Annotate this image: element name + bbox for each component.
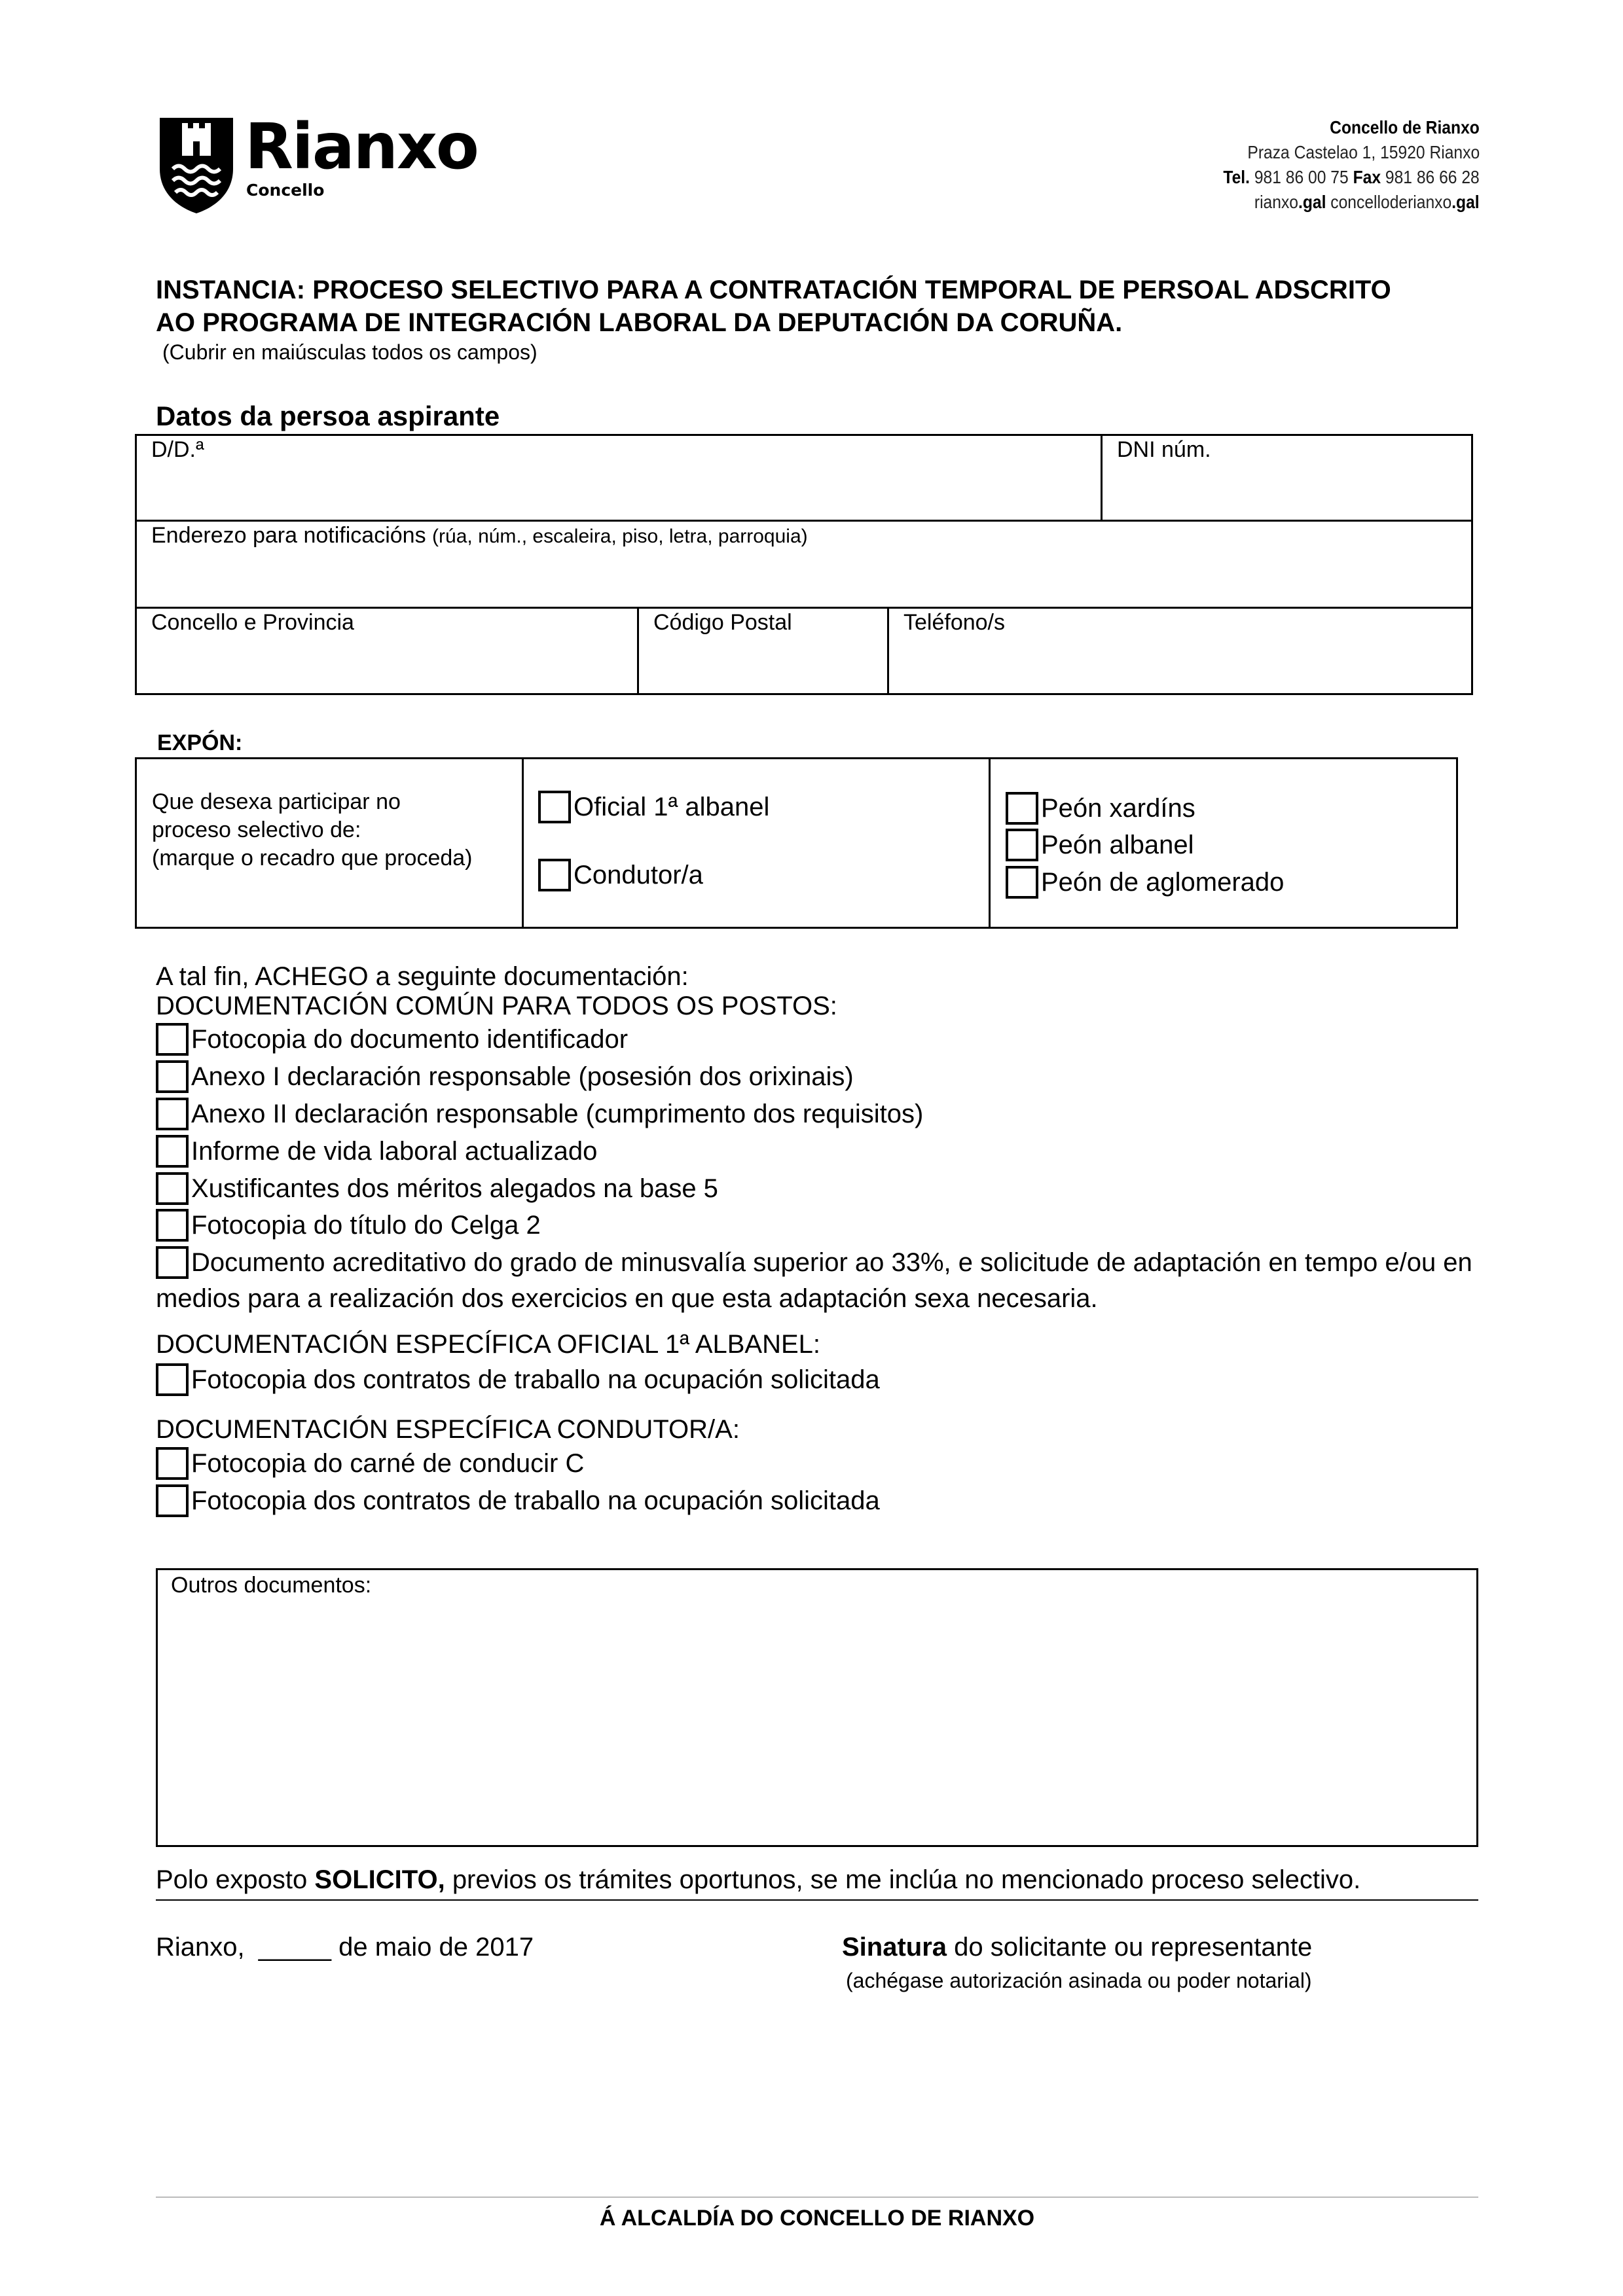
option-peon-xardins[interactable] — [1006, 792, 1195, 825]
option-peon-aglomerado[interactable] — [1006, 866, 1284, 899]
org-phones — [1224, 165, 1480, 190]
form-title-line1: INSTANCIA: PROCESO SELECTIVO PARA A CONTRATACIÓN TEMPORAL DE PERSOAL ADSCRITO — [156, 276, 1391, 304]
tel-label: Tel. — [1223, 167, 1250, 187]
address-label-wrap — [151, 523, 808, 548]
applicant-section-title: Datos da persoa aspirante — [156, 401, 500, 431]
doc-item-label: Xustificantes dos méritos alegados na base 5 — [191, 1174, 718, 1203]
doc-item-carne[interactable] — [156, 1447, 584, 1480]
expon-desc-line3: (marque o recadro que proceda) — [152, 846, 473, 870]
doc-item-label: Anexo II declaración responsable (cumprimento dos requisitos) — [191, 1099, 924, 1128]
footer-divider — [156, 2197, 1478, 2198]
checkbox[interactable] — [156, 1098, 189, 1130]
checkbox[interactable] — [156, 1484, 189, 1517]
web1-suffix: .gal — [1298, 192, 1326, 212]
solicito-rest: previos os trámites oportunos, se me inclúa no mencionado proceso selectivo. — [452, 1865, 1361, 1894]
signature-rest: do solicitante ou representante — [954, 1933, 1313, 1962]
postal-code-label: Código Postal — [653, 610, 792, 635]
doc-item-label: Fotocopia do título do Celga 2 — [191, 1210, 541, 1240]
org-web — [1254, 190, 1480, 215]
municipality-label: Concello e Provincia — [151, 610, 354, 635]
option-condutor[interactable] — [538, 859, 703, 891]
signature-place: Rianxo, — [156, 1933, 245, 1962]
doc-item-condutor-contratos[interactable] — [156, 1484, 880, 1517]
doc-item-oficial-contratos[interactable] — [156, 1363, 880, 1396]
docs-condutor-title: DOCUMENTACIÓN ESPECÍFICA CONDUTOR/A: — [156, 1415, 740, 1444]
phone-label: Teléfono/s — [903, 610, 1005, 635]
option-label: Peón xardíns — [1041, 793, 1195, 823]
doc-item-anexo-1[interactable] — [156, 1060, 854, 1093]
address-label: Enderezo para notificacións — [151, 523, 426, 548]
other-documents-label: Outros documentos: — [171, 1573, 372, 1598]
solicito-bold: SOLICITO, — [314, 1865, 445, 1894]
doc-item-label: Documento acreditativo do grado de minusvalía superior ao 33%, e solicitude de adaptación en tempo e/ou en — [191, 1247, 1472, 1277]
web2-prefix: concelloderianxo — [1330, 192, 1452, 212]
logo — [156, 110, 509, 217]
checkbox[interactable] — [156, 1172, 189, 1205]
expon-description — [152, 788, 473, 872]
checkbox[interactable] — [156, 1447, 189, 1480]
phone-field[interactable] — [889, 609, 1472, 694]
checkbox[interactable] — [156, 1023, 189, 1056]
municipality-field[interactable] — [137, 609, 636, 694]
solicito-prefix: Polo exposto — [156, 1865, 308, 1894]
doc-item-label: Fotocopia do carné de conducir C — [191, 1448, 585, 1478]
doc-item-label: Informe de vida laboral actualizado — [191, 1136, 598, 1166]
expon-col-divider-2 — [989, 757, 991, 929]
logo-subtitle: Concello — [246, 181, 325, 200]
checkbox[interactable] — [156, 1209, 189, 1242]
solicito-underline — [156, 1899, 1478, 1901]
checkbox[interactable] — [156, 1060, 189, 1093]
doc-item-id[interactable] — [156, 1023, 628, 1056]
doc-item-minusvalia-cont: medios para a realización dos exercicios en que esta adaptación sexa necesaria. — [156, 1284, 1098, 1313]
footer-addressee: Á ALCALDÍA DO CONCELLO DE RIANXO — [599, 2206, 1035, 2231]
checkbox[interactable] — [538, 859, 571, 891]
form-title-note: (Cubrir en maiúsculas todos os campos) — [162, 340, 538, 364]
checkbox[interactable] — [538, 791, 571, 823]
option-label: Oficial 1ª albanel — [574, 792, 770, 821]
logo-name: Rianxo — [245, 110, 478, 183]
docs-oficial-title: DOCUMENTACIÓN ESPECÍFICA OFICIAL 1ª ALBANEL: — [156, 1330, 821, 1359]
checkbox[interactable] — [156, 1246, 189, 1279]
fax-label: Fax — [1353, 167, 1381, 187]
solicito-statement — [156, 1865, 1360, 1895]
signature-day-blank[interactable]: _____ — [258, 1933, 331, 1962]
form-title-line2: AO PROGRAMA DE INTEGRACIÓN LABORAL DA DEPUTACIÓN DA CORUÑA. — [156, 308, 1123, 337]
option-peon-albanel[interactable] — [1006, 829, 1194, 861]
expon-col-divider-1 — [522, 757, 524, 929]
fax-value: 981 86 66 28 — [1385, 167, 1480, 187]
option-label: Peón de aglomerado — [1041, 867, 1285, 897]
postal-code-field[interactable] — [639, 609, 886, 694]
rianxo-shield-icon — [156, 115, 237, 215]
doc-item-label: Fotocopia do documento identificador — [191, 1024, 629, 1054]
checkbox[interactable] — [156, 1135, 189, 1168]
signature-block — [842, 1933, 1312, 1962]
docs-intro: A tal fin, ACHEGO a seguinte documentación: — [156, 962, 689, 991]
signature-date — [156, 1933, 534, 1962]
org-address: Praza Castelao 1, 15920 Rianxo — [1247, 142, 1480, 162]
signature-bold: Sinatura — [842, 1933, 947, 1962]
expon-desc-line2: proceso selectivo de: — [152, 817, 361, 842]
docs-common-title: DOCUMENTACIÓN COMÚN PARA TODOS OS POSTOS: — [156, 992, 837, 1020]
signature-date-rest: de maio de 2017 — [338, 1933, 534, 1962]
name-label: D/D.ª — [151, 437, 204, 462]
option-oficial-albanel[interactable] — [538, 791, 769, 823]
address-hint: (rúa, núm., escaleira, piso, letra, parroquia) — [432, 526, 808, 547]
option-label: Condutor/a — [574, 860, 703, 889]
checkbox[interactable] — [1006, 792, 1038, 825]
option-label: Peón albanel — [1041, 830, 1194, 859]
doc-item-meritos[interactable] — [156, 1172, 718, 1205]
checkbox[interactable] — [1006, 829, 1038, 861]
other-documents-field[interactable] — [156, 1568, 1478, 1847]
doc-item-label: Anexo I declaración responsable (posesión dos orixinais) — [191, 1062, 854, 1091]
doc-item-vida-laboral[interactable] — [156, 1135, 597, 1168]
checkbox[interactable] — [156, 1363, 189, 1396]
doc-item-celga[interactable] — [156, 1209, 541, 1242]
expon-title: EXPÓN: — [157, 730, 243, 755]
expon-desc-line1: Que desexa participar no — [152, 789, 401, 814]
dni-label: DNI núm. — [1117, 437, 1211, 462]
web1-prefix: rianxo — [1254, 192, 1299, 212]
tel-value: 981 86 00 75 — [1254, 167, 1349, 187]
doc-item-minusvalia[interactable] — [156, 1246, 1472, 1279]
dni-field[interactable] — [1103, 436, 1470, 518]
org-name: Concello de Rianxo — [1330, 117, 1480, 137]
doc-item-label: Fotocopia dos contratos de traballo na ocupación solicitada — [191, 1365, 880, 1394]
doc-item-anexo-2[interactable] — [156, 1098, 923, 1130]
checkbox[interactable] — [1006, 866, 1038, 899]
name-field[interactable] — [137, 436, 1099, 518]
web2-suffix: .gal — [1451, 192, 1480, 212]
address-field[interactable] — [137, 522, 1471, 605]
doc-item-label: Fotocopia dos contratos de traballo na ocupación solicitada — [191, 1486, 880, 1515]
signature-note: (achégase autorización asinada ou poder notarial) — [846, 1969, 1312, 1992]
